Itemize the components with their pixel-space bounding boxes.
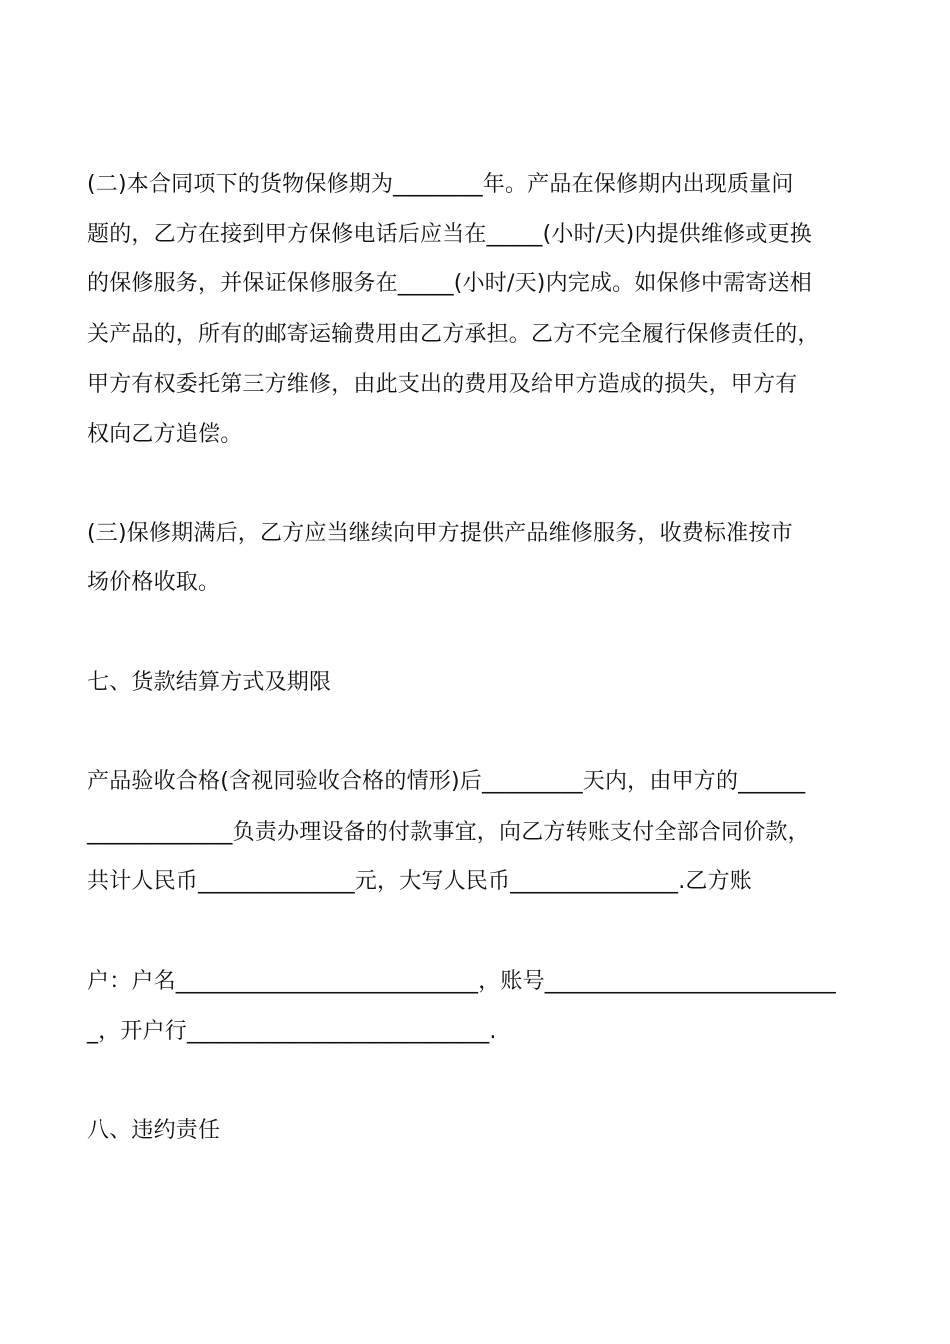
warranty-clause-line-3: 的保修服务，并保证保修服务在_____(小时/天)内完成。如保修中需寄送相 — [87, 271, 812, 296]
payment-clause-line-2: _____________负责办理设备的付款事宜，向乙方转账支付全部合同价款， — [87, 820, 810, 845]
warranty-clause-line-5: 甲方有权委托第三方维修，由此支出的费用及给甲方造成的损失，甲方有 — [87, 372, 798, 397]
payment-clause-line-1: 产品验收合格(含视同验收合格的情形)后_________天内，由甲方的______ — [87, 769, 806, 794]
post-warranty-clause-line-1: (三)保修期满后，乙方应当继续向甲方提供产品维修服务，收费标准按市 — [87, 521, 793, 546]
account-info-line-2: _，开户行___________________________. — [87, 1019, 497, 1044]
post-warranty-clause-line-2: 场价格收取。 — [87, 570, 221, 595]
warranty-clause-line-1: (二)本合同项下的货物保修期为________年。产品在保修期内出现质量问 — [87, 172, 794, 197]
warranty-clause-line-2: 题的，乙方在接到甲方保修电话后应当在_____(小时/天)内提供维修或更换 — [87, 222, 812, 247]
warranty-clause-line-4: 关产品的，所有的邮寄运输费用由乙方承担。乙方不完全履行保修责任的， — [87, 322, 820, 347]
account-info-line-1: 户：户名___________________________，账号__________________________ — [87, 969, 837, 994]
section-8-heading: 八、违约责任 — [87, 1118, 221, 1143]
warranty-clause-line-6: 权向乙方追偿。 — [87, 422, 243, 447]
payment-clause-line-3: 共计人民币______________元，大写人民币_______________.乙方账 — [87, 869, 752, 894]
section-7-heading: 七、货款结算方式及期限 — [87, 670, 332, 695]
